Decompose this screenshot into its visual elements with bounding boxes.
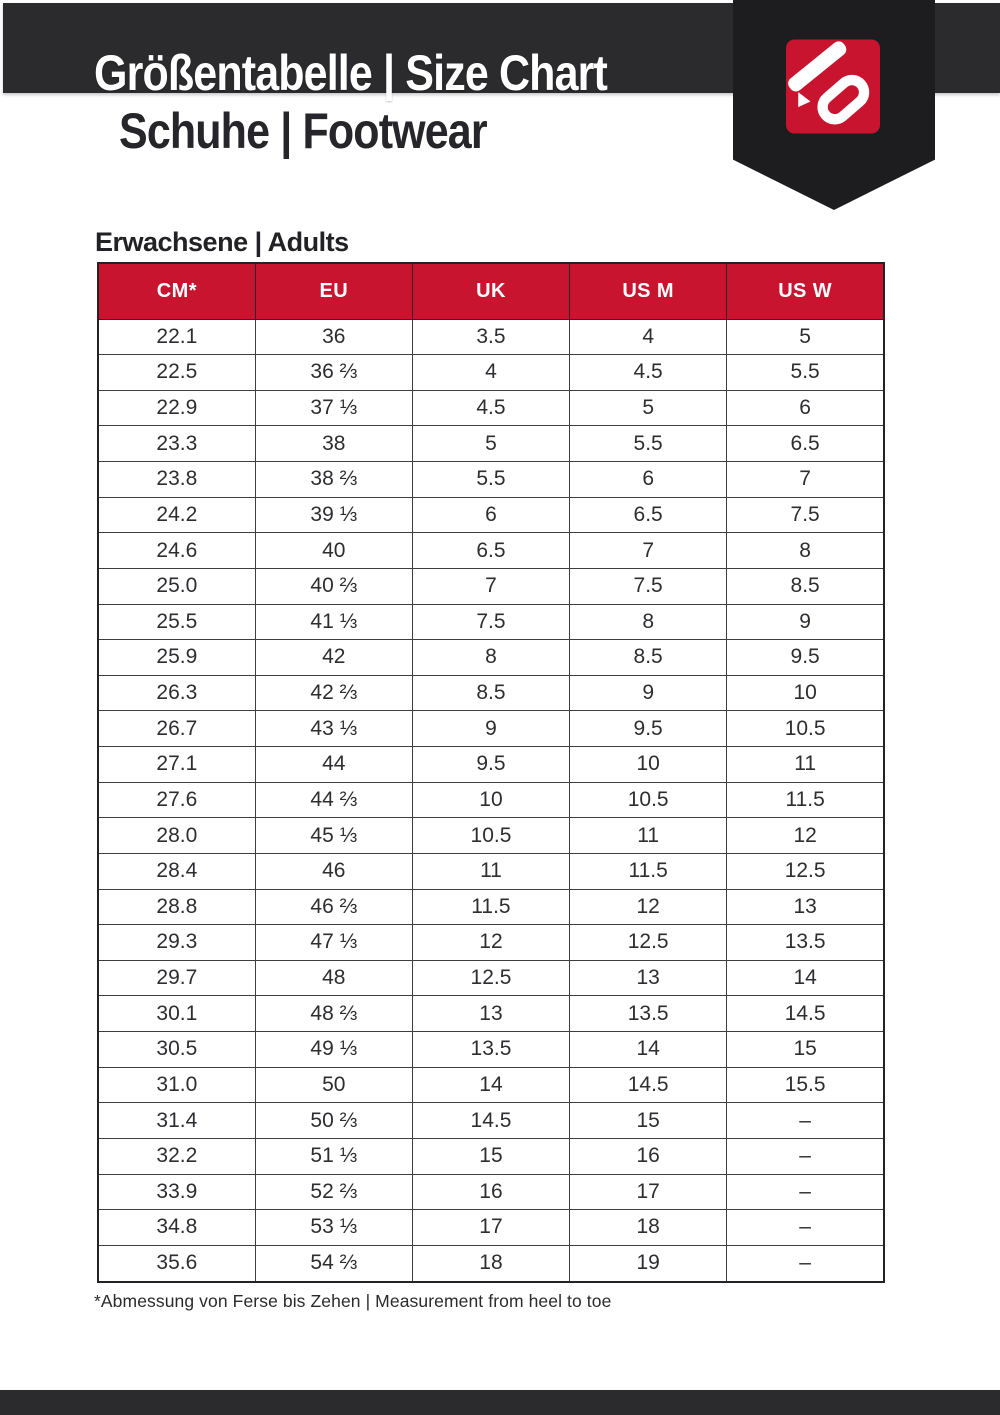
table-cell: 6.5	[570, 497, 727, 533]
table-cell: 7.5	[727, 497, 884, 533]
table-cell: 14	[727, 960, 884, 996]
table-cell: –	[727, 1210, 884, 1246]
table-cell: 11.5	[412, 889, 569, 925]
table-cell: 37 ⅓	[255, 390, 412, 426]
table-row	[98, 960, 884, 996]
size-table-head	[98, 263, 884, 319]
table-row	[98, 1067, 884, 1103]
table-cell: 38	[255, 426, 412, 462]
table-cell: 6	[727, 390, 884, 426]
table-cell: 49 ⅓	[255, 1032, 412, 1068]
five-ten-logo-icon	[786, 39, 880, 134]
table-header-row	[98, 263, 884, 319]
table-cell: 8	[727, 533, 884, 569]
page-subtitle: Schuhe | Footwear	[119, 103, 487, 159]
table-cell: 4.5	[570, 355, 727, 391]
table-cell: 9.5	[412, 747, 569, 783]
table-cell: 54 ⅔	[255, 1245, 412, 1282]
table-cell: 22.9	[98, 390, 255, 426]
table-cell: 12.5	[412, 960, 569, 996]
table-cell: 6.5	[412, 533, 569, 569]
table-row	[98, 426, 884, 462]
table-cell: 10	[570, 747, 727, 783]
table-cell: 50 ⅔	[255, 1103, 412, 1139]
table-cell: 22.5	[98, 355, 255, 391]
table-cell: 18	[412, 1245, 569, 1282]
table-cell: 23.3	[98, 426, 255, 462]
table-cell: 12	[412, 925, 569, 961]
table-cell: 45 ⅓	[255, 818, 412, 854]
column-header: US W	[727, 263, 884, 319]
table-row	[98, 818, 884, 854]
table-cell: 40	[255, 533, 412, 569]
table-cell: 52 ⅔	[255, 1174, 412, 1210]
table-cell: 10.5	[727, 711, 884, 747]
table-cell: 22.1	[98, 319, 255, 355]
table-cell: 29.3	[98, 925, 255, 961]
table-row	[98, 462, 884, 498]
table-cell: 12	[727, 818, 884, 854]
table-cell: 9	[570, 675, 727, 711]
table-cell: 30.5	[98, 1032, 255, 1068]
table-row	[98, 889, 884, 925]
table-row	[98, 925, 884, 961]
table-cell: 32.2	[98, 1138, 255, 1174]
table-row	[98, 533, 884, 569]
table-cell: 7.5	[570, 568, 727, 604]
table-cell: 6	[412, 497, 569, 533]
table-row	[98, 355, 884, 391]
table-row	[98, 604, 884, 640]
table-cell: 15	[412, 1138, 569, 1174]
table-cell: 9	[412, 711, 569, 747]
table-row	[98, 1032, 884, 1068]
table-cell: 7	[727, 462, 884, 498]
table-cell: 14.5	[727, 996, 884, 1032]
table-row	[98, 1103, 884, 1139]
table-cell: 35.6	[98, 1245, 255, 1282]
table-row	[98, 1138, 884, 1174]
table-cell: 23.8	[98, 462, 255, 498]
size-table	[97, 262, 885, 1283]
table-row	[98, 675, 884, 711]
table-cell: 13.5	[570, 996, 727, 1032]
table-cell: 40 ⅔	[255, 568, 412, 604]
table-cell: 13.5	[727, 925, 884, 961]
table-cell: 53 ⅓	[255, 1210, 412, 1246]
table-cell: –	[727, 1103, 884, 1139]
column-header: EU	[255, 263, 412, 319]
table-cell: 42	[255, 640, 412, 676]
table-cell: 5.5	[727, 355, 884, 391]
table-row	[98, 1245, 884, 1282]
table-cell: 16	[570, 1138, 727, 1174]
table-cell: 50	[255, 1067, 412, 1103]
table-cell: 5	[412, 426, 569, 462]
section-title: Erwachsene | Adults	[95, 227, 349, 257]
table-cell: 30.1	[98, 996, 255, 1032]
table-cell: 25.9	[98, 640, 255, 676]
table-cell: 5.5	[570, 426, 727, 462]
table-cell: 26.7	[98, 711, 255, 747]
table-row	[98, 1174, 884, 1210]
table-cell: 18	[570, 1210, 727, 1246]
table-cell: 14.5	[570, 1067, 727, 1103]
table-cell: 38 ⅔	[255, 462, 412, 498]
table-cell: 14	[570, 1032, 727, 1068]
table-row	[98, 390, 884, 426]
table-cell: 25.0	[98, 568, 255, 604]
table-cell: 13	[727, 889, 884, 925]
table-cell: 6.5	[727, 426, 884, 462]
table-cell: 46	[255, 853, 412, 889]
table-cell: 26.3	[98, 675, 255, 711]
table-cell: 44 ⅔	[255, 782, 412, 818]
column-header: US M	[570, 263, 727, 319]
table-cell: 19	[570, 1245, 727, 1282]
table-cell: 46 ⅔	[255, 889, 412, 925]
table-cell: 11.5	[727, 782, 884, 818]
table-cell: 15	[570, 1103, 727, 1139]
table-cell: 31.4	[98, 1103, 255, 1139]
table-cell: 47 ⅓	[255, 925, 412, 961]
table-cell: 27.6	[98, 782, 255, 818]
table-cell: 5	[727, 319, 884, 355]
table-row	[98, 497, 884, 533]
table-cell: 34.8	[98, 1210, 255, 1246]
table-cell: 28.8	[98, 889, 255, 925]
table-cell: 29.7	[98, 960, 255, 996]
table-cell: 36 ⅔	[255, 355, 412, 391]
table-cell: 33.9	[98, 1174, 255, 1210]
table-row	[98, 319, 884, 355]
table-cell: 5	[570, 390, 727, 426]
table-cell: 48	[255, 960, 412, 996]
table-row	[98, 782, 884, 818]
table-cell: 43 ⅓	[255, 711, 412, 747]
table-row	[98, 568, 884, 604]
table-cell: 9.5	[570, 711, 727, 747]
table-row	[98, 853, 884, 889]
table-cell: 12	[570, 889, 727, 925]
table-cell: 13	[412, 996, 569, 1032]
table-cell: 42 ⅔	[255, 675, 412, 711]
table-cell: 48 ⅔	[255, 996, 412, 1032]
table-cell: 28.4	[98, 853, 255, 889]
table-cell: 4	[570, 319, 727, 355]
table-row	[98, 747, 884, 783]
table-cell: 11.5	[570, 853, 727, 889]
table-cell: 11	[412, 853, 569, 889]
table-cell: 11	[570, 818, 727, 854]
table-cell: 7	[570, 533, 727, 569]
table-cell: 25.5	[98, 604, 255, 640]
table-cell: 28.0	[98, 818, 255, 854]
footnote: *Abmessung von Ferse bis Zehen | Measurement from heel to toe	[94, 1291, 612, 1311]
table-cell: 44	[255, 747, 412, 783]
table-cell: –	[727, 1245, 884, 1282]
table-cell: 41 ⅓	[255, 604, 412, 640]
table-cell: 10.5	[570, 782, 727, 818]
table-cell: 8.5	[727, 568, 884, 604]
table-cell: 9	[727, 604, 884, 640]
table-cell: 3.5	[412, 319, 569, 355]
table-cell: 4	[412, 355, 569, 391]
table-cell: 8.5	[412, 675, 569, 711]
table-cell: –	[727, 1138, 884, 1174]
table-cell: 5.5	[412, 462, 569, 498]
table-cell: 31.0	[98, 1067, 255, 1103]
table-cell: 10.5	[412, 818, 569, 854]
size-table-body	[98, 319, 884, 1282]
table-cell: 4.5	[412, 390, 569, 426]
column-header: CM*	[98, 263, 255, 319]
table-cell: 7	[412, 568, 569, 604]
table-cell: 12.5	[570, 925, 727, 961]
table-row	[98, 640, 884, 676]
table-cell: 8	[570, 604, 727, 640]
table-cell: 17	[412, 1210, 569, 1246]
table-cell: 39 ⅓	[255, 497, 412, 533]
table-cell: 17	[570, 1174, 727, 1210]
table-cell: 15.5	[727, 1067, 884, 1103]
table-cell: 16	[412, 1174, 569, 1210]
table-cell: 8	[412, 640, 569, 676]
table-cell: 11	[727, 747, 884, 783]
table-cell: –	[727, 1174, 884, 1210]
table-cell: 24.6	[98, 533, 255, 569]
table-cell: 6	[570, 462, 727, 498]
table-cell: 9.5	[727, 640, 884, 676]
table-cell: 15	[727, 1032, 884, 1068]
table-cell: 13.5	[412, 1032, 569, 1068]
table-row	[98, 996, 884, 1032]
table-cell: 13	[570, 960, 727, 996]
table-cell: 36	[255, 319, 412, 355]
table-cell: 7.5	[412, 604, 569, 640]
table-cell: 14	[412, 1067, 569, 1103]
table-cell: 10	[412, 782, 569, 818]
brand-pennant	[733, 0, 935, 210]
table-row	[98, 711, 884, 747]
column-header: UK	[412, 263, 569, 319]
table-cell: 24.2	[98, 497, 255, 533]
table-cell: 14.5	[412, 1103, 569, 1139]
page-title: Größentabelle | Size Chart	[94, 45, 607, 101]
table-cell: 10	[727, 675, 884, 711]
table-cell: 27.1	[98, 747, 255, 783]
table-cell: 8.5	[570, 640, 727, 676]
table-row	[98, 1210, 884, 1246]
footer-bar	[0, 1390, 1000, 1415]
table-cell: 51 ⅓	[255, 1138, 412, 1174]
table-cell: 12.5	[727, 853, 884, 889]
